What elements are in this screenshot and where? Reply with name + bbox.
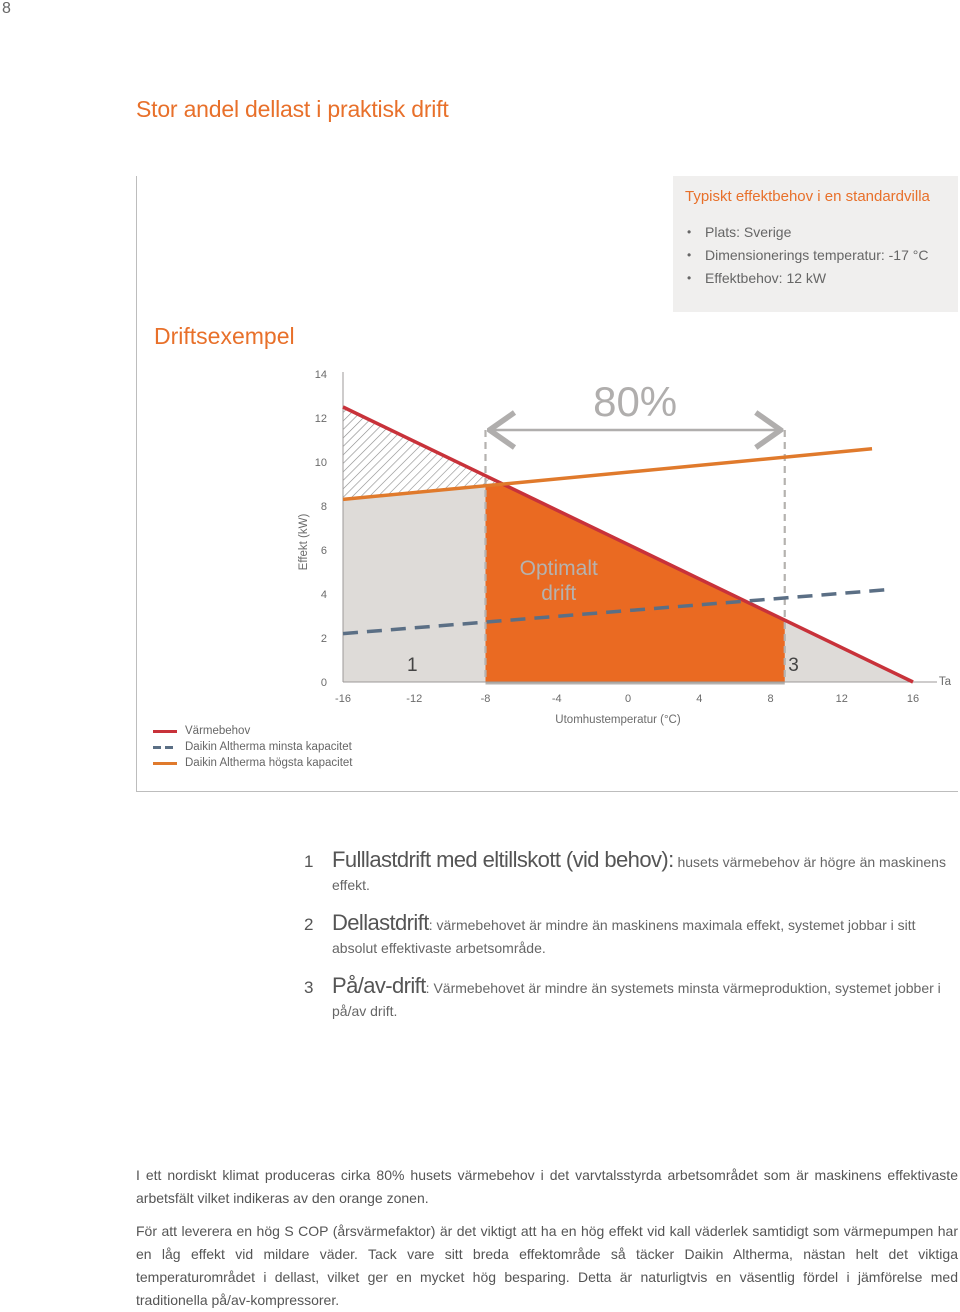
info-box-item: • Dimensionerings temperatur: -17 °C [685,244,928,267]
paragraph: För att leverera en hög S COP (årsvärmefaktor) är det viktigt att ha en hög effekt vid kall väderlek samtidigt som värmepumpen har en låg effekt vid mildare väder. Tack vare sitt breda effektområde så täcker Daikin Altherma, nästan helt det viktiga temperaturområdet i dellast, vilket ger en mycket hög besparing. Detta är naturligtvis en väsentlig fördel i jämförelse med traditionella på/av-kompressorer. [136,1223,958,1308]
note-text: : Värmebehovet är mindre än systemets minsta värmeproduktion, systemet jobber i på/av drift. [332,980,941,1019]
zone-1-label: 1 [406,655,418,676]
note-number: 2 [304,915,314,934]
notes-list [304,848,958,1037]
note-text: husets värmebehov är högre än maskinens effekt. [332,854,946,893]
x-tick-label: -8 [480,693,491,705]
y-tick-label: 2 [320,633,327,645]
legend-swatch-max-capacity [153,762,177,765]
x-tick-label: -12 [406,693,423,705]
zone-3-label: 3 [788,655,799,676]
info-box-title: Typiskt effektbehov i en standardvilla [685,188,930,205]
page-title: Stor andel dellast i praktisk drift [136,96,449,122]
note-number: 1 [304,852,314,871]
y-tick-label: 4 [320,589,327,601]
legend-label: Daikin Altherma minsta kapacitet [185,741,352,753]
note-heading: Dellastdrift [332,910,429,935]
section-heading: Driftsexempel [154,323,295,349]
legend-item [153,755,352,771]
x-tick-label: -16 [335,693,351,705]
info-box-item: • Plats: Sverige [685,221,928,244]
x-tick-label: 0 [624,693,632,705]
x-axis-label: Utomhustemperatur (°C) [555,714,681,726]
y-tick-label: 6 [320,545,327,557]
note-item [304,911,958,960]
x-end-label: Ta [938,676,952,688]
x-tick-label: 4 [696,693,703,705]
legend-swatch-min-capacity [153,746,177,749]
x-tick-label: -4 [551,693,562,705]
y-axis-label: Effekt (kW) [298,513,310,571]
paragraph: I ett nordiskt klimat produceras cirka 80% husets värmebehov i det varvtalsstyrda arbetsområdet som är maskinens effektivaste arbetsfält vilket indikeras av den orange zonen. [136,1167,958,1206]
legend-swatch-heat-demand [153,730,177,733]
optimal-label: drift [541,582,577,605]
y-tick-label: 0 [320,677,327,689]
chart-legend [153,723,352,771]
legend-label: Värmebehov [185,725,251,737]
x-tick-label: 8 [767,693,774,705]
x-tick-label: 16 [906,693,920,705]
note-item [304,848,958,897]
legend-item [153,739,352,755]
note-text: : värmebehovet är mindre än maskinens maximala effekt, systemet jobbar i sitt absolut effektivaste arbetsområde. [332,917,916,956]
info-box-item: • Effektbehov: 12 kW [685,267,928,290]
note-heading: Fulllastdrift med eltillskott (vid behov): [332,847,674,872]
legend-label: Daikin Altherma högsta kapacitet [185,757,353,769]
y-tick-label: 10 [314,457,327,469]
y-tick-label: 12 [314,413,327,425]
note-number: 3 [304,978,314,997]
share-label: 80% [593,378,678,425]
legend-item [153,723,352,739]
x-tick-label: 12 [835,693,848,705]
optimal-zone [486,484,785,682]
y-tick-label: 8 [320,501,327,513]
optimal-label: Optimalt [519,557,598,580]
page-number: 8 [2,0,11,17]
note-heading: På/av-drift [332,973,426,998]
y-tick-label: 14 [314,369,327,381]
note-item [304,974,958,1023]
